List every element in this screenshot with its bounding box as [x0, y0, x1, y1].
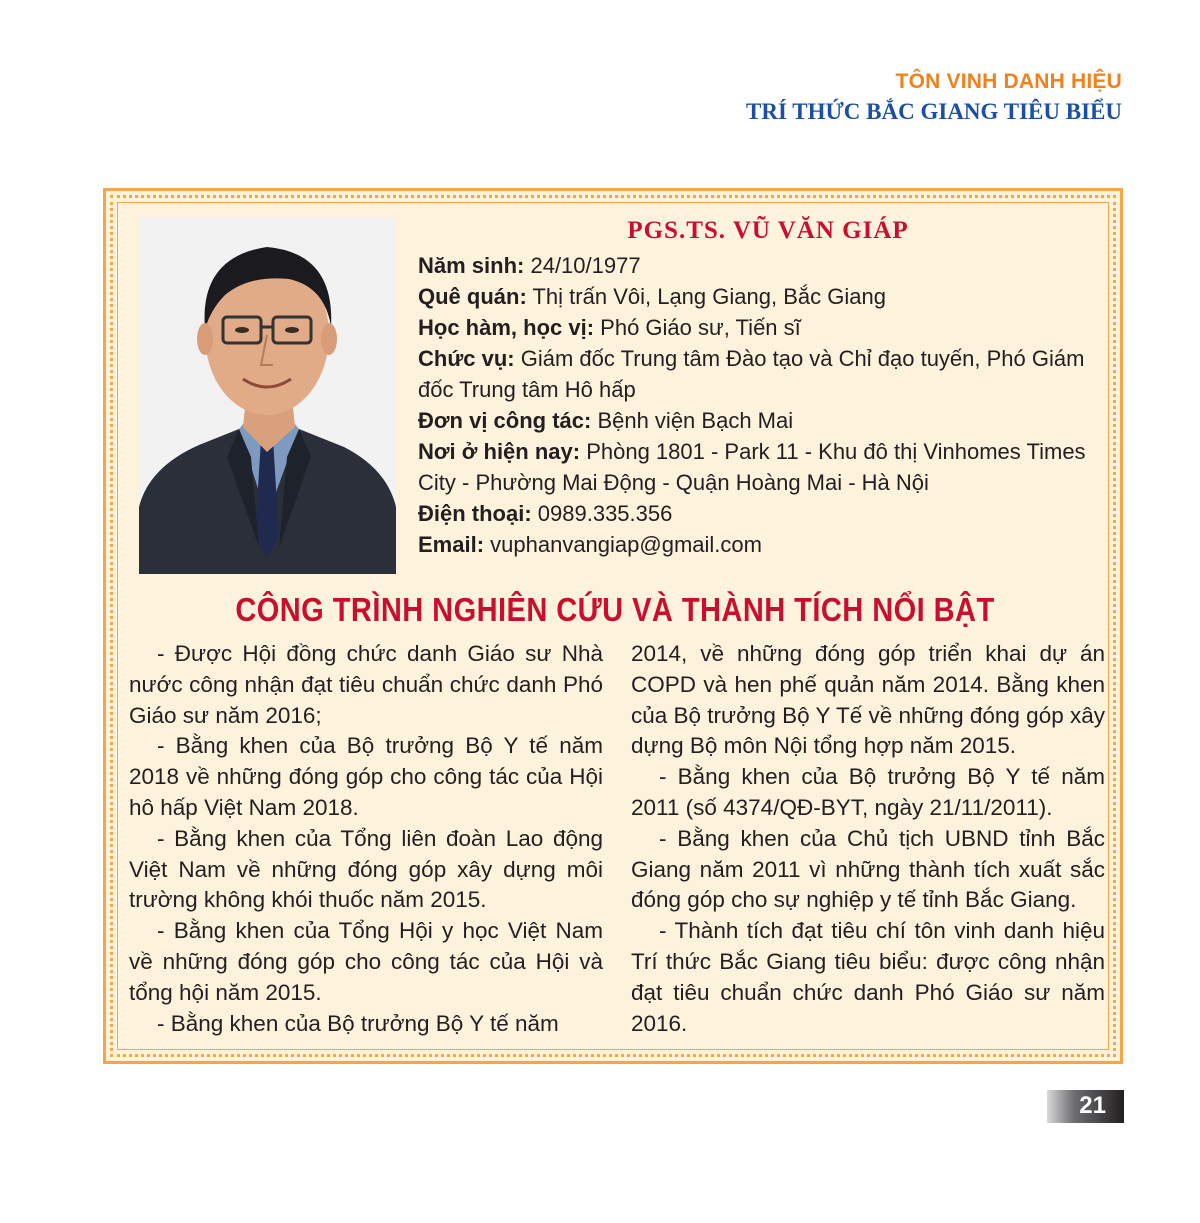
page-number-badge	[1047, 1090, 1124, 1123]
achievement-item: - Được Hội đồng chức danh Giáo sư Nhà nước công nhận đạt tiêu chuẩn chức danh Phó Giáo sư năm 2016;	[129, 641, 603, 728]
field-label: Năm sinh:	[418, 253, 525, 278]
field-label: Chức vụ:	[418, 346, 515, 371]
profile-field-hometown	[418, 281, 1108, 312]
portrait-illustration	[139, 217, 396, 574]
achievement-item: - Bằng khen của Tổng liên đoàn Lao động Việt Nam về những đóng góp xây dựng môi trường không khói thuốc năm 2015.	[129, 825, 603, 913]
profile-field-phone	[418, 498, 1108, 529]
page-header	[746, 68, 1122, 128]
achievement-item: - Bằng khen của Bộ trưởng Bộ Y tế năm	[157, 1010, 559, 1036]
field-label: Nơi ở hiện nay:	[418, 439, 581, 464]
person-name: PGS.TS. VŨ VĂN GIÁP	[627, 217, 909, 244]
field-value: Bệnh viện Bạch Mai	[591, 408, 794, 433]
field-value: Phòng 1801 - Park 11 - Khu đô thị Vinhomes Times City - Phường Mai Động - Quận Hoàng Mai - Hà Nội	[418, 439, 1086, 495]
field-label: Quê quán:	[418, 284, 527, 309]
left-column	[129, 639, 603, 1039]
portrait-photo	[139, 217, 396, 574]
header-subtitle: TRÍ THỨC BẮC GIANG TIÊU BIỂU	[746, 99, 1122, 124]
field-value: 24/10/1977	[524, 253, 641, 278]
achievement-item: - Bằng khen của Chủ tịch UBND tỉnh Bắc Giang năm 2011 vì những thành tích xuất sắc đóng góp cho sự nghiệp y tế tỉnh Bắc Giang.	[631, 825, 1105, 913]
field-label: Điện thoại:	[418, 501, 532, 526]
field-value: Giám đốc Trung tâm Đào tạo và Chỉ đạo tuyến, Phó Giám đốc Trung tâm Hô hấp	[418, 346, 1085, 402]
profile-info	[418, 212, 1108, 560]
profile-field-birth	[418, 250, 1108, 281]
profile-field-degree	[418, 312, 1108, 343]
profile-field-workplace	[418, 405, 1108, 436]
page-number: 21	[1079, 1092, 1106, 1119]
field-value: vuphanvangiap@gmail.com	[484, 532, 762, 557]
profile-field-position	[418, 343, 1108, 405]
achievement-item: - Bằng khen của Tổng Hội y học Việt Nam về những đóng góp cho công tác của Hội và tổng hội năm 2015.	[129, 918, 603, 1005]
field-value: 0989.335.356	[531, 501, 673, 526]
achievement-item: - Bằng khen của Bộ trưởng Bộ Y tế năm 2018 về những đóng góp cho công tác của Hội hô hấp Việt Nam 2018.	[129, 733, 603, 820]
achievement-item: - Bằng khen của Bộ trưởng Bộ Y tế năm 2011 (số 4374/QĐ-BYT, ngày 21/11/2011).	[631, 764, 1105, 820]
field-value: Thị trấn Vôi, Lạng Giang, Bắc Giang	[526, 284, 886, 309]
achievement-item: - Thành tích đạt tiêu chí tôn vinh danh hiệu Trí thức Bắc Giang tiêu biểu: được công nhận đạt tiêu chuẩn chức danh Phó Giáo sư năm 2016.	[631, 918, 1105, 1036]
field-value: Phó Giáo sư, Tiến sĩ	[594, 315, 801, 340]
header-title: TÔN VINH DANH HIỆU	[895, 70, 1122, 93]
field-label: Đơn vị công tác:	[418, 408, 592, 433]
right-column	[631, 639, 1105, 1039]
achievement-item: 2014, về những đóng góp triển khai dự án COPD và hen phế quản năm 2014. Bằng khen của Bộ trưởng Bộ Y Tế về những đóng góp xây dựng Bộ môn Nội tổng hợp năm 2015.	[631, 641, 1105, 759]
profile-field-email	[418, 529, 1108, 560]
field-label: Email:	[418, 532, 485, 557]
field-label: Học hàm, học vị:	[418, 315, 595, 340]
section-title: CÔNG TRÌNH NGHIÊN CỨU VÀ THÀNH TÍCH NỔI BẬT	[235, 591, 995, 628]
profile-field-address	[418, 436, 1108, 498]
